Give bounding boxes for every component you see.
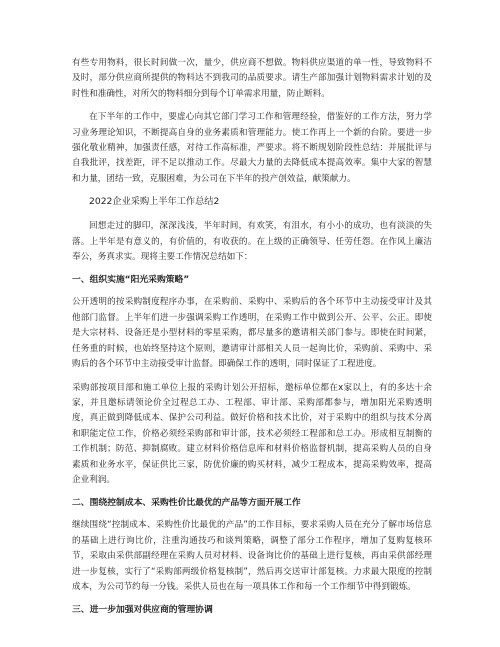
document-title: 2022企业采购上半年工作总结2: [89, 196, 220, 208]
section-1-paragraph-1: 公开透明的按采购制度程序办事，在采购前、采购中、采购后的各个环节中主动接受审计及其他部门监督。上半年们进一步强调采购工作透明，在采购工作中做到公开、公平、公正。即使是大宗材料、设备还是小型材料的零星采购，都尽量多的邀请相关部门参与。即使在时间紧，任务重的时候，也始终坚持这个原则，邀请审计部相关人员一起询比价，采购前、采购中、采购后的各个环节中主动接受审计监督。即确保工作的透明，同时保证了工程进度。: [72, 297, 432, 370]
section-2-heading: 二、围绕控制成本、采购性价比最优的产品等方面开展工作: [72, 498, 301, 509]
intro-paragraph: 回想走过的脚印，深深浅浅，半年时间，有欢笑，有泪水，有小小的成功，也有淡淡的失落。上半年是有意义的，有价值的，有收获的。在上级的正确领导、任劳任怨。在作风上廉洁奉公，务真求实。现将主要工作情况总结如下：: [72, 221, 432, 263]
paragraph-top-1: 有些专用物料，很长时间做一次，量少，供应商不想做。物料供应渠道的单一性，导致物料不及时，部分供应商所提供的物料达不到我司的品质要求。请生产部加强计划物料需求计划的及时性和准确性，对所欠的物料细分到每个订单需求用量，防止断料。: [72, 58, 432, 99]
section-1-heading: 一、组织实施“阳光采购策略”: [72, 275, 190, 286]
section-3-heading: 三、进一步加强对供应商的管理协调: [72, 605, 213, 616]
section-1-paragraph-2: 采购部按项目部和施工单位上报的采购计划公开招标，邀标单位都在x家以上，有的多达十余家，并且邀标请领论价全过程总工办、工程部、审计部、采购部都参与，增加阳光采购透明度，真正做到降低成本、保护公司利益。做好价格和技术比价，对于采购中的组织与技术分离和职能定位工作，价格必须经采购部和审计部，技术必须经工程部和总工办。形成相互制衡的工作机制；防范、抑制腐败。建立材料价格信息库和材料价格监督机制，提高采购人员的自身素质和业务水平，保证供比三家，防优价廉的购买材料，减少工程成本，提高采购效率，提高企业利润。: [72, 382, 432, 485]
paragraph-top-2: 在下半年的工作中，要虚心向其它部门学习工作和管理经验，借鉴好的工作方法，努力学习业务理论知识，不断提高自身的业务素质和管理能力。使工作再上一个新的台阶。要进一步强化敬业精神，加强责任感，对待工作高标准，严要求。将不断规划阶段性总结：并展批评与自我批评，找差距，评不足以推动工作。尽最大力量的去降低成本提高效率。集中大家的智慧和力量，团结一致，克服困难，为公司在下半年的投产创效益，献策献力。: [72, 112, 432, 184]
section-2-paragraph-1: 继续围绕“控制成本、采购性价比最优的产品”的工作目标，要求采购人员在充分了解市场信息的基础上进行询比价，注重沟通技巧和谈判策略，调整了部分工作程序，增加了复购复核环节，采取由采供部副经理在采购人员对材料、设备询比价的基础上进行复核，再由采供部经理进一步复核，实行了“采购部两级价格复核制”，然后再交送审计部复核。力求最大限度的控制成本，为公司节约每一分钱。采供人员也在每一项具体工作和每一个工作细节中得到锻炼。: [72, 520, 432, 592]
